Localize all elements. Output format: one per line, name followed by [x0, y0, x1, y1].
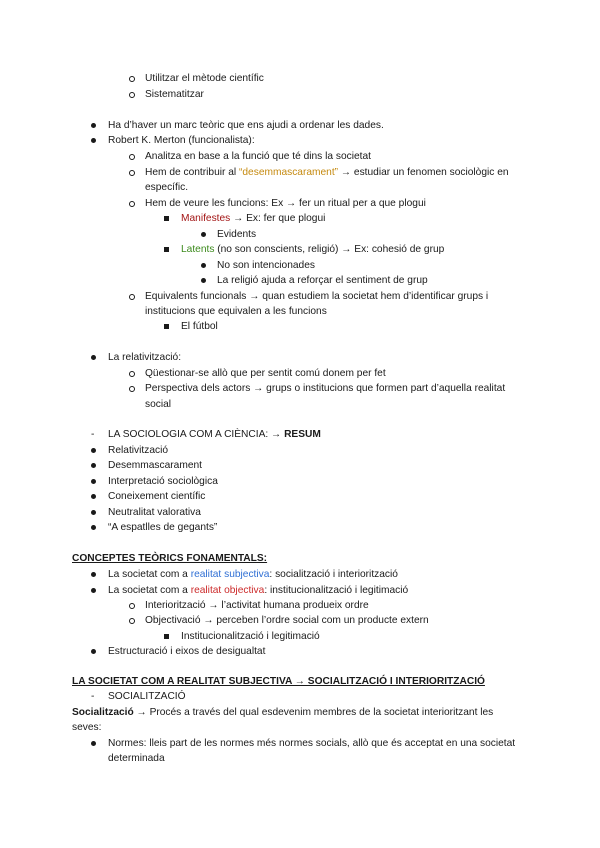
bullet-icon: [201, 232, 206, 237]
circle-bullet-icon: [129, 371, 135, 377]
list-item: La religió ajuda a reforçar el sentiment de grup: [217, 275, 428, 286]
circle-bullet-icon: [129, 618, 135, 624]
definition: [72, 706, 493, 720]
section-heading: LA SOCIETAT COM A REALITAT SUBJECTIVA → SOCIALITZACIÓ I INTERIORITZACIÓ: [72, 676, 485, 687]
list-item: Qüestionar-se allò que per sentit comú donem per fet: [145, 368, 386, 379]
list-item: Relativització: [108, 445, 169, 456]
list-item: El fútbol: [181, 321, 218, 332]
highlight-text: “desemmascarament”: [239, 167, 339, 178]
list-item: [145, 166, 509, 180]
bullet-icon: [91, 448, 96, 453]
list-item: Estructuració i eixos de desigualtat: [108, 646, 266, 657]
square-bullet-icon: [164, 324, 169, 329]
circle-bullet-icon: [129, 603, 135, 609]
bullet-icon: [91, 479, 96, 484]
text: Hem de contribuir al: [145, 167, 239, 178]
list-item: [108, 568, 398, 582]
bullet-icon: [91, 588, 96, 593]
bold-text: Socialització: [72, 707, 134, 718]
list-item: Institucionalització i legitimació: [181, 631, 320, 642]
circle-bullet-icon: [129, 386, 135, 392]
bullet-icon: [91, 355, 96, 360]
bullet-icon: [91, 138, 96, 143]
text: → Procés a través del qual esdevenim membres de la societat interioritzant les: [133, 707, 494, 718]
list-item: Analitza en base a la funció que té dins la societat: [145, 151, 371, 162]
list-item: [108, 584, 408, 598]
list-item: Evidents: [217, 229, 257, 240]
square-bullet-icon: [164, 216, 169, 221]
list-item: Coneixement científic: [108, 491, 206, 502]
dash-marker: -: [91, 429, 95, 440]
list-item: La relativització:: [108, 352, 182, 363]
text: (no son conscients, religió) → Ex: cohesió de grup: [214, 244, 445, 255]
circle-bullet-icon: [129, 170, 135, 176]
text: : socialització i interiorització: [269, 569, 398, 580]
list-item-continuation: institucions que equivalen a les funcions: [145, 306, 327, 317]
circle-bullet-icon: [129, 294, 135, 300]
list-item: No son intencionades: [217, 260, 315, 271]
list-item-continuation: determinada: [108, 753, 165, 764]
bullet-icon: [91, 572, 96, 577]
subsection-title: SOCIALITZACIÓ: [108, 691, 186, 702]
list-item: Objectivació → perceben l’ordre social com un producte extern: [145, 615, 429, 626]
list-item-continuation: específic.: [145, 182, 189, 193]
bullet-icon: [91, 463, 96, 468]
list-item: Ha d’haver un marc teòric que ens ajudi a ordenar les dades.: [108, 120, 384, 131]
highlight-text: Manifestes: [181, 213, 231, 224]
list-item: [181, 212, 325, 226]
list-item: “A espatlles de gegants”: [108, 522, 218, 533]
list-item: Robert K. Merton (funcionalista):: [108, 135, 255, 146]
list-item-continuation: social: [145, 399, 172, 410]
list-item: Neutralitat valorativa: [108, 507, 201, 518]
text: : institucionalització i legitimació: [264, 585, 409, 596]
list-item: Interpretació sociològica: [108, 476, 218, 487]
section-title: [108, 428, 321, 442]
list-item: Perspectiva dels actors → grups o institucions que formen part d’aquella realitat: [145, 383, 506, 394]
definition-continuation: seves:: [72, 722, 102, 733]
highlight-text: realitat subjectiva: [190, 569, 270, 580]
list-item: Sistematitzar: [145, 89, 204, 100]
circle-bullet-icon: [129, 92, 135, 98]
text: → estudiar un fenomen sociològic en: [338, 167, 509, 178]
bullet-icon: [91, 510, 96, 515]
bullet-icon: [201, 278, 206, 283]
square-bullet-icon: [164, 634, 169, 639]
square-bullet-icon: [164, 247, 169, 252]
bullet-icon: [91, 494, 96, 499]
section-heading: CONCEPTES TEÒRICS FONAMENTALS:: [72, 553, 268, 564]
dash-marker: -: [91, 691, 95, 702]
circle-bullet-icon: [129, 201, 135, 207]
list-item: [181, 243, 444, 257]
list-item: Utilitzar el mètode científic: [145, 73, 264, 84]
text: → Ex: fer que plogui: [230, 213, 326, 224]
list-item: Desemmascarament: [108, 460, 202, 471]
highlight-text: realitat objectiva: [190, 585, 265, 596]
bold-text: RESUM: [284, 429, 321, 440]
text: La societat com a: [108, 569, 191, 580]
text: LA SOCIOLOGIA COM A CIÈNCIA: →: [108, 429, 285, 440]
bullet-icon: [91, 649, 96, 654]
bullet-icon: [91, 525, 96, 530]
list-item: Hem de veure les funcions: Ex → fer un ritual per a que plogui: [145, 198, 426, 209]
list-item: Normes: lleis part de les normes més normes socials, allò que és acceptat en una societat: [108, 738, 516, 749]
bullet-icon: [201, 263, 206, 268]
circle-bullet-icon: [129, 76, 135, 82]
circle-bullet-icon: [129, 154, 135, 160]
bullet-icon: [91, 741, 96, 746]
text: La societat com a: [108, 585, 191, 596]
highlight-text: Latents: [181, 244, 215, 255]
list-item: Equivalents funcionals → quan estudiem la societat hem d’identificar grups i: [145, 291, 489, 302]
list-item: Interiorització → l’activitat humana produeix ordre: [145, 600, 369, 611]
bullet-icon: [91, 123, 96, 128]
